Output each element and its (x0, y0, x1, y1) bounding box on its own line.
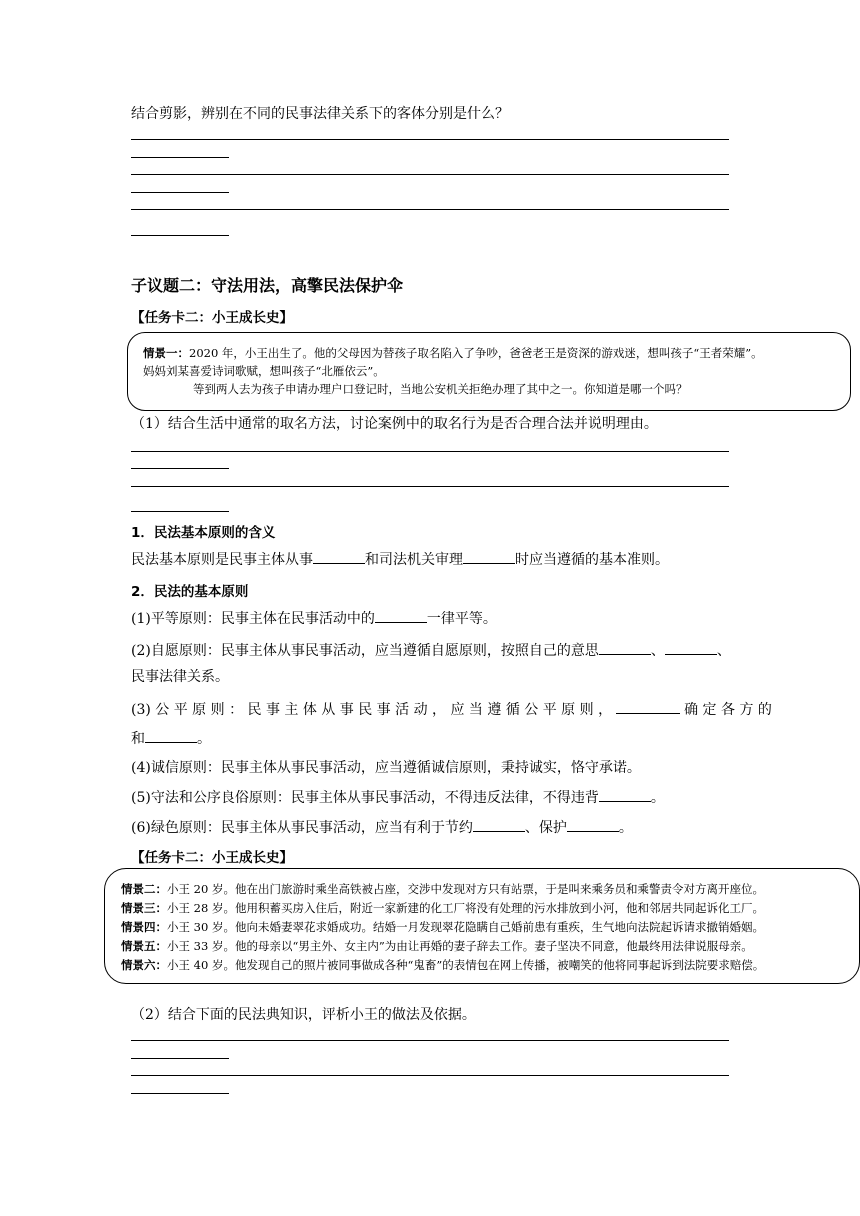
answer-line-end (131, 157, 229, 158)
principle-equality: (1)平等原则：民事主体在民事活动中的 一律平等。 (131, 608, 497, 629)
section-1-title: 1．民法基本原则的含义 (131, 525, 276, 541)
scene-4-line: 情景四：小王 30 岁。他向未婚妻翠花求婚成功。结婚一月发现翠花隐瞒自己婚前患有重疾，生气地向法院起诉请求撤销婚姻。 (121, 920, 764, 934)
answer-line (131, 1075, 729, 1076)
section-1-text: 民法基本原则是民事主体从事 和司法机关审理 时应当遵循的基本准则。 (131, 549, 669, 570)
answer-line (131, 139, 729, 140)
answer-line (131, 1040, 729, 1041)
task-card-title: 【任务卡二：小王成长史】 (131, 310, 293, 326)
fill-blank (599, 640, 651, 655)
answer-line-end (131, 235, 229, 236)
scene-1-box (127, 332, 851, 411)
scene-3-label: 情景三： (121, 901, 167, 915)
scene-2-label: 情景二： (121, 882, 167, 896)
principle-fairness: (3) 公 平 原 则 ： 民 事 主 体 从 事 民 事 活 动 ， 应 当 遵 循 公 平 原 则 ， 确 定 各 方 的 (131, 699, 772, 720)
answer-line-end (131, 468, 229, 469)
scene-5-line: 情景五：小王 33 岁。他的母亲以“男主外、女主内”为由让再婚的妻子辞去工作。妻子坚决不同意，他最终用法律说服母亲。 (121, 939, 753, 953)
fill-blank (313, 549, 365, 564)
answer-line-end (131, 192, 229, 193)
scene-1-label: 情景一： (143, 346, 189, 360)
principle-voluntary-cont: 民事法律关系。 (131, 669, 229, 685)
answer-line-end (131, 1058, 229, 1059)
answer-line-end (131, 1093, 229, 1094)
answer-line (131, 451, 729, 452)
fill-blank (375, 608, 427, 623)
question-1: （1）结合生活中通常的取名方法，讨论案例中的取名行为是否合理合法并说明理由。 (131, 416, 658, 432)
fill-blank (473, 817, 525, 832)
fill-blank (145, 728, 197, 743)
answer-line (131, 486, 729, 487)
scenes-box (104, 868, 860, 984)
principle-fairness-cont: 和 。 (131, 728, 211, 749)
answer-line (131, 209, 729, 210)
scene-1-line-1: 情景一：2020 年，小王出生了。他的父母因为替孩子取名陷入了争吵，爸爸老王是资深的游戏迷，想叫孩子“王者荣耀”。 (143, 346, 763, 360)
answer-line-end (131, 511, 229, 512)
scene-6-label: 情景六： (121, 958, 167, 972)
scene-3-line: 情景三：小王 28 岁。他用积蓄买房入住后，附近一家新建的化工厂将没有处理的污水排放到小河，他和邻居共同起诉化工厂。 (121, 901, 764, 915)
fill-blank (599, 787, 651, 802)
fill-blank (665, 640, 717, 655)
scene-4-label: 情景四： (121, 920, 167, 934)
sub-topic-heading: 子议题二：守法用法，高擎民法保护伞 (131, 276, 404, 295)
scene-6-line: 情景六：小王 40 岁。他发现自己的照片被同事做成各种“鬼畜”的表情包在网上传播，被嘲笑的他将同事起诉到法院要求赔偿。 (121, 958, 765, 972)
section-2-title: 2．民法的基本原则 (131, 584, 249, 600)
scene-5-label: 情景五： (121, 939, 167, 953)
principle-good-faith: (4)诚信原则：民事主体从事民事活动，应当遵循诚信原则，秉持诚实，恪守承诺。 (131, 760, 641, 776)
scene-2-line: 情景二：小王 20 岁。他在出门旅游时乘坐高铁被占座，交涉中发现对方只有站票，于是叫来乘务员和乘警责令对方离开座位。 (121, 882, 764, 896)
principle-green: (6)绿色原则：民事主体从事民事活动，应当有利于节约 、保护 。 (131, 817, 633, 838)
task-card-title-2: 【任务卡二：小王成长史】 (131, 850, 293, 866)
fill-blank (567, 817, 619, 832)
question-2: （2）结合下面的民法典知识，评析小王的做法及依据。 (131, 1007, 476, 1023)
scene-1-line-3: 等到两人去为孩子申请办理户口登记时，当地公安机关拒绝办理了其中之一。你知道是哪一个吗？ (193, 382, 688, 396)
fill-blank (616, 699, 680, 714)
answer-line (131, 174, 729, 175)
principle-public-order: (5)守法和公序良俗原则：民事主体从事民事活动，不得违反法律，不得违背 。 (131, 787, 665, 808)
fill-blank (463, 549, 515, 564)
clip-question: 结合剪影，辨别在不同的民事法律关系下的客体分别是什么？ (131, 106, 509, 122)
scene-1-line-2: 妈妈刘某喜爱诗词歌赋，想叫孩子“北雁依云”。 (143, 364, 385, 378)
principle-voluntary: (2)自愿原则：民事主体从事民事活动，应当遵循自愿原则，按照自己的意思 、 、 (131, 640, 731, 661)
